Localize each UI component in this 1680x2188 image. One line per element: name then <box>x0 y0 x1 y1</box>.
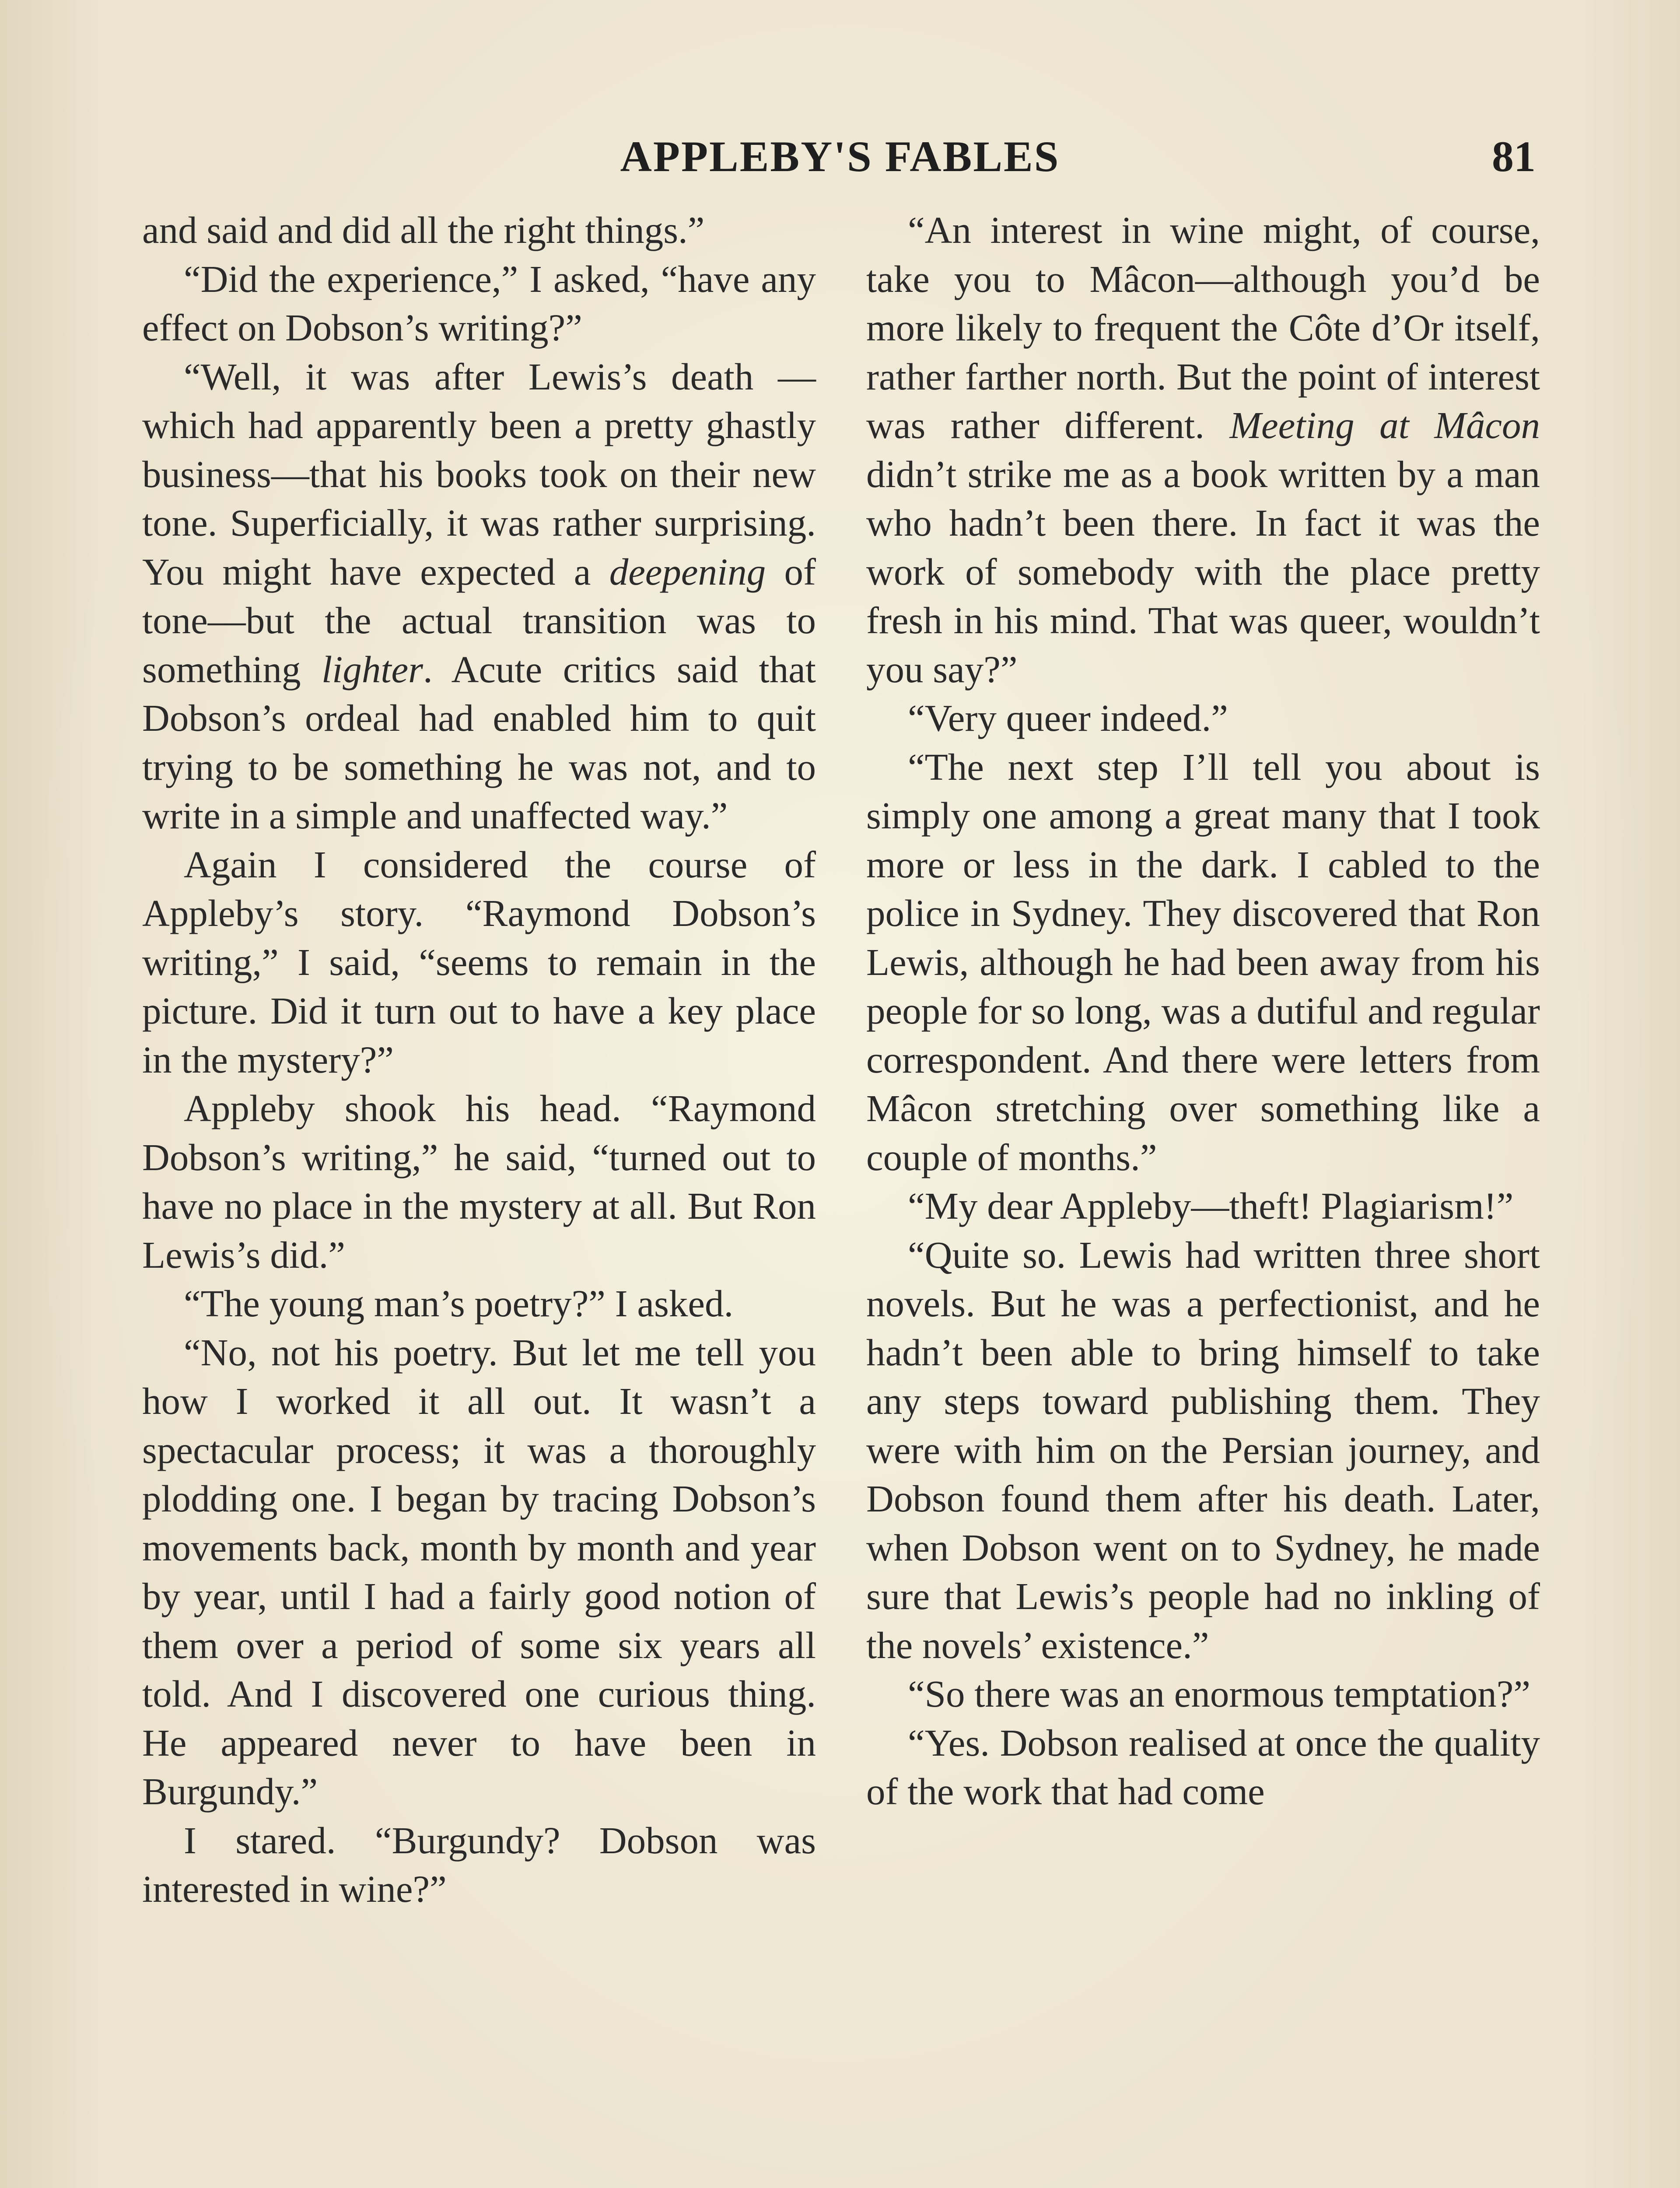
paragraph: “So there was an enormous temptation?” <box>908 1673 1530 1715</box>
text-run: “Well, it was after Lewis’s death —which had apparently been a pretty ghastly business—that his books took on their new tone. Superficially, it was rather surprising. You might have expected a <box>142 355 816 593</box>
left-column <box>142 206 816 1914</box>
paragraph: “Quite so. Lewis had written three short novels. But he was a perfectionist, and he hadn’t been able to bring himself to take any steps toward publishing them. They were with him on the Persian journey, and Dobson found them after his death. Later, when Dobson went on to Sydney, he made sure that Lewis’s people had no inkling of the novels’ existence.” <box>866 1233 1540 1666</box>
paragraph: Appleby shook his head. “Raymond Dobson’s writing,” he said, “turned out to have no place in the mystery at all. But Ron Lewis’s did.” <box>142 1087 816 1276</box>
paragraph: and said and did all the right things.” <box>142 209 705 251</box>
text-run: . Acute critics said that Dobson’s ordeal had enabled him to quit trying to be something he was not, and to write in a simple and unaffected way.” <box>142 648 816 837</box>
running-title: APPLEBY'S FABLES <box>620 132 1060 181</box>
paragraph: I stared. “Burgundy? Dobson was interested in wine?” <box>142 1819 816 1910</box>
page-number: 81 <box>1492 132 1536 181</box>
italic-text: lighter <box>322 648 424 691</box>
paragraph: “My dear Appleby—theft! Plagiarism!” <box>908 1185 1514 1227</box>
text-run: didn’t strike me as a book written by a man who hadn’t been there. In fact it was the work of somebody with the place pretty fresh in his mind. That was queer, wouldn’t you say?” <box>866 452 1540 691</box>
paragraph: “Yes. Dobson realised at once the quality of the work that had come <box>866 1721 1540 1813</box>
paragraph: “Very queer indeed.” <box>908 697 1228 739</box>
page-header <box>144 131 1536 193</box>
paragraph: “Did the experience,” I asked, “have any effect on Dobson’s writing?” <box>142 257 816 349</box>
right-column <box>866 206 1540 1816</box>
paragraph: “The young man’s poetry?” I asked. <box>184 1282 734 1325</box>
paragraph <box>142 352 816 840</box>
paragraph: “The next step I’ll tell you about is simply one among a great many that I took more or less in the dark. I cabled to the police in Sydney. They discovered that Ron Lewis, although he had been away from his people for so long, was a dutiful and regular correspondent. And there were letters from Mâcon stretching over something like a couple of months.” <box>866 745 1540 1178</box>
paragraph: Again I considered the course of Appleby’s story. “Raymond Dobson’s writing,” I said, “seems to remain in the picture. Did it turn out to have a key place in the mystery?” <box>142 843 816 1081</box>
book-title-italic: Meeting at Mâcon <box>1229 404 1540 446</box>
paragraph <box>866 206 1540 694</box>
text-run: “An interest in wine might, of course, take you to Mâcon—although you’d be more likely to frequent the Côte d’Or itself, rather farther north. But the point of interest was rather different. <box>866 209 1540 446</box>
text-run: of tone—but the actual transition was to something <box>142 550 816 691</box>
paragraph: “No, not his poetry. But let me tell you how I worked it all out. It wasn’t a spectacular process; it was a thoroughly plodding one. I began by tracing Dobson’s movements back, month by month and year by year, until I had a fairly good notion of them over a period of some six years all told. And I discovered one curious thing. He appeared never to have been in Burgundy.” <box>142 1331 816 1813</box>
italic-text: deepening <box>609 550 766 593</box>
